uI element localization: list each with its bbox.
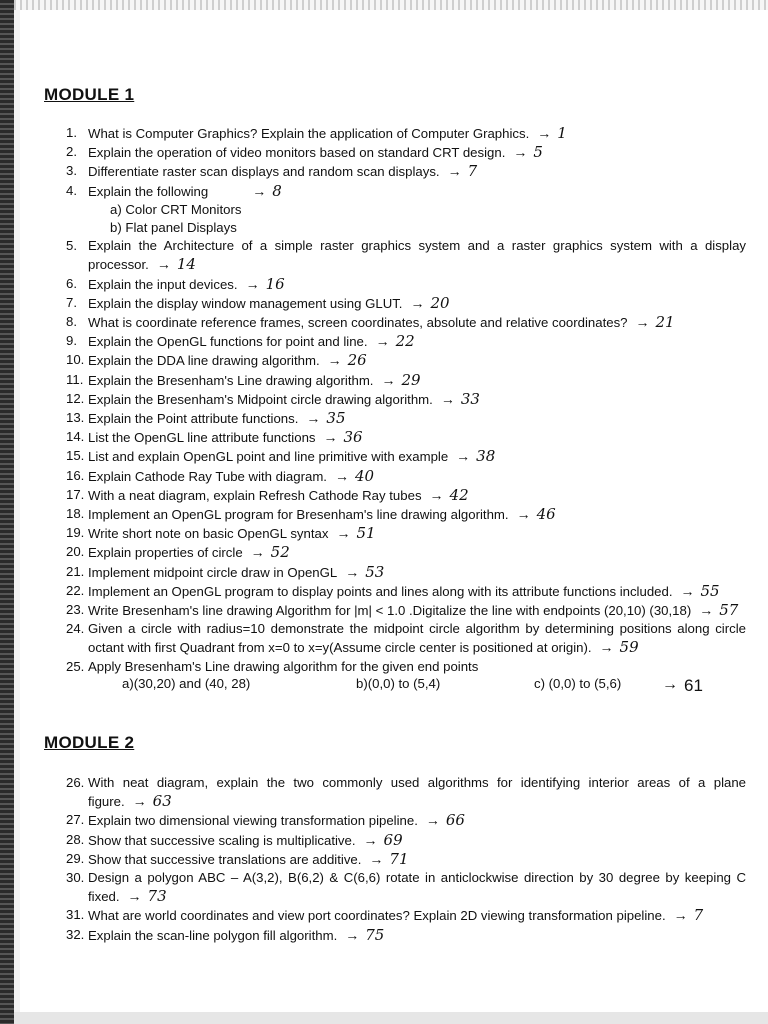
- question-item: [66, 332, 746, 351]
- page-reference: 66: [445, 811, 465, 830]
- question-item: [66, 620, 746, 657]
- question-item: [66, 658, 746, 676]
- question-text: Explain properties of circle: [88, 545, 243, 561]
- page-reference: 51: [356, 524, 376, 543]
- question-text: Explain the operation of video monitors based on standard CRT design.: [88, 145, 506, 161]
- question-text: Show that successive translations are additive.: [88, 851, 362, 867]
- page-reference: 52: [270, 543, 290, 562]
- arrow-icon: →: [680, 582, 695, 599]
- question-item: [66, 811, 746, 830]
- page-reference: 71: [389, 849, 409, 868]
- arrow-icon: →: [306, 410, 321, 427]
- question-number: 27.: [66, 812, 85, 828]
- question-text: With neat diagram, explain the two commonly used algorithms for identifying interior areas of a plane figure.: [88, 775, 746, 810]
- arrow-icon: →: [410, 294, 425, 311]
- module-2-question-list: [66, 774, 746, 945]
- arrow-icon: →: [369, 850, 384, 867]
- question-text: Design a polygon ABC – A(3,2), B(6,2) & C(6,6) rotate in anticlockwise direction by 30 degree by keeping C fixed.: [88, 870, 746, 905]
- question-item: [66, 505, 746, 524]
- arrow-icon: →: [440, 390, 455, 407]
- question-item: [66, 906, 746, 925]
- choice-item: a)(30,20) and (40, 28): [122, 675, 251, 691]
- question-number: 15.: [66, 448, 85, 464]
- question-number: 32.: [66, 926, 85, 942]
- arrow-icon: →: [252, 182, 267, 199]
- question-text: Explain the Point attribute functions.: [88, 411, 299, 427]
- question-number: 9.: [66, 333, 77, 349]
- question-number: 2.: [66, 144, 77, 160]
- question-number: 30.: [66, 870, 85, 886]
- question-text: What is coordinate reference frames, screen coordinates, absolute and relative coordinates?: [88, 315, 628, 331]
- arrow-icon: →: [156, 256, 171, 273]
- arrow-icon: →: [250, 544, 265, 561]
- question-number: 16.: [66, 467, 85, 483]
- page-reference: 38: [476, 447, 496, 466]
- arrow-icon: →: [425, 812, 440, 829]
- question-item: [66, 486, 746, 505]
- module-1-heading: MODULE 1: [44, 85, 135, 104]
- endpoint-choices: [66, 676, 746, 694]
- question-text: Explain the following: [88, 183, 209, 199]
- question-item: [66, 182, 746, 201]
- question-text: Explain the Bresenham's Line drawing algorithm.: [88, 372, 374, 388]
- page-reference: 42: [449, 485, 469, 504]
- page-reference: 29: [401, 370, 421, 389]
- page-reference: 16: [265, 274, 285, 293]
- question-text: Explain Cathode Ray Tube with diagram.: [88, 468, 327, 484]
- page-reference: 63: [152, 792, 172, 811]
- question-number: 19.: [66, 525, 85, 541]
- question-number: 21.: [66, 563, 85, 579]
- question-item: [66, 313, 746, 332]
- question-item: [66, 831, 746, 850]
- question-text: With a neat diagram, explain Refresh Cathode Ray tubes: [88, 487, 422, 503]
- arrow-icon: →: [673, 907, 688, 924]
- page-reference: 33: [460, 389, 480, 408]
- question-number: 1.: [66, 125, 77, 140]
- question-number: 12.: [66, 390, 85, 406]
- scan-left-edge: [0, 0, 14, 1024]
- question-number: 13.: [66, 410, 85, 426]
- question-number: 26.: [66, 775, 85, 790]
- page-reference: 14: [176, 255, 196, 274]
- arrow-icon: →: [662, 675, 678, 693]
- arrow-icon: →: [635, 314, 650, 331]
- page-reference: 57: [719, 601, 739, 620]
- question-item: [66, 850, 746, 869]
- question-item: [66, 467, 746, 486]
- question-item: [66, 582, 746, 601]
- question-item: [66, 869, 746, 906]
- scan-top-edge: [14, 0, 768, 10]
- question-number: 24.: [66, 621, 85, 637]
- question-text: Show that successive scaling is multiplicative.: [88, 832, 356, 848]
- question-number: 25.: [66, 658, 85, 674]
- page-reference: 61: [684, 675, 703, 695]
- module-2-heading: MODULE 2: [44, 733, 135, 752]
- arrow-icon: →: [245, 275, 260, 292]
- arrow-icon: →: [381, 371, 396, 388]
- question-number: 7.: [66, 294, 77, 310]
- arrow-icon: →: [345, 563, 360, 580]
- question-number: 4.: [66, 182, 77, 198]
- arrow-icon: →: [327, 352, 342, 369]
- question-number: 11.: [66, 371, 84, 387]
- arrow-icon: →: [127, 888, 142, 905]
- page-reference: 8: [272, 181, 282, 200]
- question-text: Explain the scan-line polygon fill algorithm.: [88, 927, 338, 943]
- page-reference: 40: [354, 466, 375, 485]
- page-reference: 7: [467, 162, 478, 181]
- question-text: Explain two dimensional viewing transformation pipeline.: [88, 813, 418, 829]
- question-text: What are world coordinates and view port coordinates? Explain 2D viewing transformation pipeline.: [88, 908, 666, 924]
- question-item: [66, 447, 746, 466]
- question-number: 14.: [66, 429, 85, 445]
- page-reference: 69: [383, 830, 403, 849]
- arrow-icon: →: [132, 793, 147, 810]
- choice-item: c) (0,0) to (5,6): [534, 675, 622, 691]
- question-item: [66, 143, 746, 162]
- page-reference: 5: [533, 143, 543, 162]
- question-number: 29.: [66, 850, 85, 866]
- question-number: 28.: [66, 831, 85, 847]
- question-text: Differentiate raster scan displays and random scan displays.: [88, 164, 440, 180]
- question-text: What is Computer Graphics? Explain the application of Computer Graphics.: [88, 126, 530, 141]
- question-item: [66, 601, 746, 620]
- page-reference: 46: [536, 505, 556, 524]
- arrow-icon: →: [599, 639, 614, 656]
- question-number: 8.: [66, 314, 77, 330]
- page-reference: 7: [693, 906, 704, 925]
- page-reference: 59: [619, 638, 639, 657]
- question-item: [66, 543, 746, 562]
- page-reference: 20: [430, 293, 450, 312]
- sub-item: a) Color CRT Monitors: [110, 201, 242, 217]
- question-text: Explain the display window management using GLUT.: [88, 295, 403, 311]
- question-item: [66, 563, 746, 582]
- question-text: Implement an OpenGL program to display points and lines along with its attribute functions included.: [88, 583, 673, 599]
- page-reference: 21: [655, 313, 675, 332]
- question-item: [66, 371, 746, 390]
- page-reference: 1: [557, 124, 567, 142]
- scan-bottom-edge: [14, 1012, 768, 1024]
- question-number: 5.: [66, 238, 77, 254]
- question-item: [66, 124, 746, 143]
- question-number: 18.: [66, 506, 85, 522]
- question-item: [66, 237, 746, 274]
- question-number: 10.: [66, 352, 85, 368]
- question-item: [66, 275, 746, 294]
- arrow-icon: →: [363, 831, 378, 848]
- page-reference: 26: [347, 351, 367, 370]
- page-reference: 53: [365, 562, 385, 581]
- question-text: Explain the input devices.: [88, 276, 238, 292]
- scan-left-margin: [14, 0, 20, 1024]
- choice-item: b)(0,0) to (5,4): [356, 675, 441, 691]
- question-item: [66, 409, 746, 428]
- question-text: Implement an OpenGL program for Bresenham's line drawing algorithm.: [88, 507, 509, 523]
- question-text: List and explain OpenGL point and line primitive with example: [88, 449, 449, 465]
- question-number: 6.: [66, 275, 77, 291]
- page-reference: 22: [395, 332, 415, 351]
- page-reference: 55: [700, 581, 720, 600]
- question-text: Implement midpoint circle draw in OpenGL: [88, 564, 338, 580]
- question-text: Explain the OpenGL functions for point and line.: [88, 334, 368, 350]
- page-reference: 36: [343, 428, 363, 447]
- arrow-icon: →: [334, 467, 349, 484]
- page-reference: 35: [326, 409, 346, 428]
- question-text: Explain the Architecture of a simple raster graphics system and a raster graphics system with a display processor.: [88, 238, 746, 273]
- question-number: 23.: [66, 602, 85, 618]
- question-text: Write Bresenham's line drawing Algorithm for |m| < 1.0 .Digitalize the line with endpoints (20,10) (30,18): [88, 603, 692, 619]
- question-item: [66, 351, 746, 370]
- arrow-icon: →: [429, 486, 444, 503]
- page-reference: 75: [365, 925, 385, 944]
- page-reference: 73: [147, 887, 167, 906]
- arrow-icon: →: [513, 144, 528, 161]
- question-text: Write short note on basic OpenGL syntax: [88, 526, 329, 542]
- question-item: [66, 390, 746, 409]
- arrow-icon: →: [516, 506, 531, 523]
- question-number: 20.: [66, 544, 85, 560]
- arrow-icon: →: [375, 333, 390, 350]
- sub-item: b) Flat panel Displays: [110, 220, 237, 236]
- arrow-icon: →: [699, 602, 714, 619]
- question-text: Apply Bresenham's Line drawing algorithm for the given end points: [88, 658, 479, 674]
- arrow-icon: →: [323, 429, 338, 446]
- arrow-icon: →: [447, 163, 462, 180]
- question-text: List the OpenGL line attribute functions: [88, 430, 316, 446]
- question-number: 17.: [66, 486, 85, 502]
- question-item: [66, 162, 746, 181]
- question-text: Given a circle with radius=10 demonstrate the midpoint circle algorithm by determining positions along circle octant with first Quadrant from x=0 to x=y(Assume circle center is positioned at origin).: [88, 621, 746, 656]
- question-text: Explain the DDA line drawing algorithm.: [88, 353, 320, 369]
- question-text: Explain the Bresenham's Midpoint circle drawing algorithm.: [88, 391, 433, 407]
- question-item: [66, 926, 746, 945]
- question-number: 3.: [66, 163, 77, 179]
- arrow-icon: →: [456, 448, 471, 465]
- arrow-icon: →: [345, 926, 360, 943]
- question-number: 22.: [66, 582, 85, 598]
- question-item: [66, 774, 746, 811]
- arrow-icon: →: [336, 525, 351, 542]
- question-item: [66, 428, 746, 447]
- question-item: [66, 524, 746, 543]
- question-item: [66, 294, 746, 313]
- module-1-question-list: [66, 124, 746, 694]
- arrow-icon: →: [537, 125, 552, 141]
- question-number: 31.: [66, 907, 85, 923]
